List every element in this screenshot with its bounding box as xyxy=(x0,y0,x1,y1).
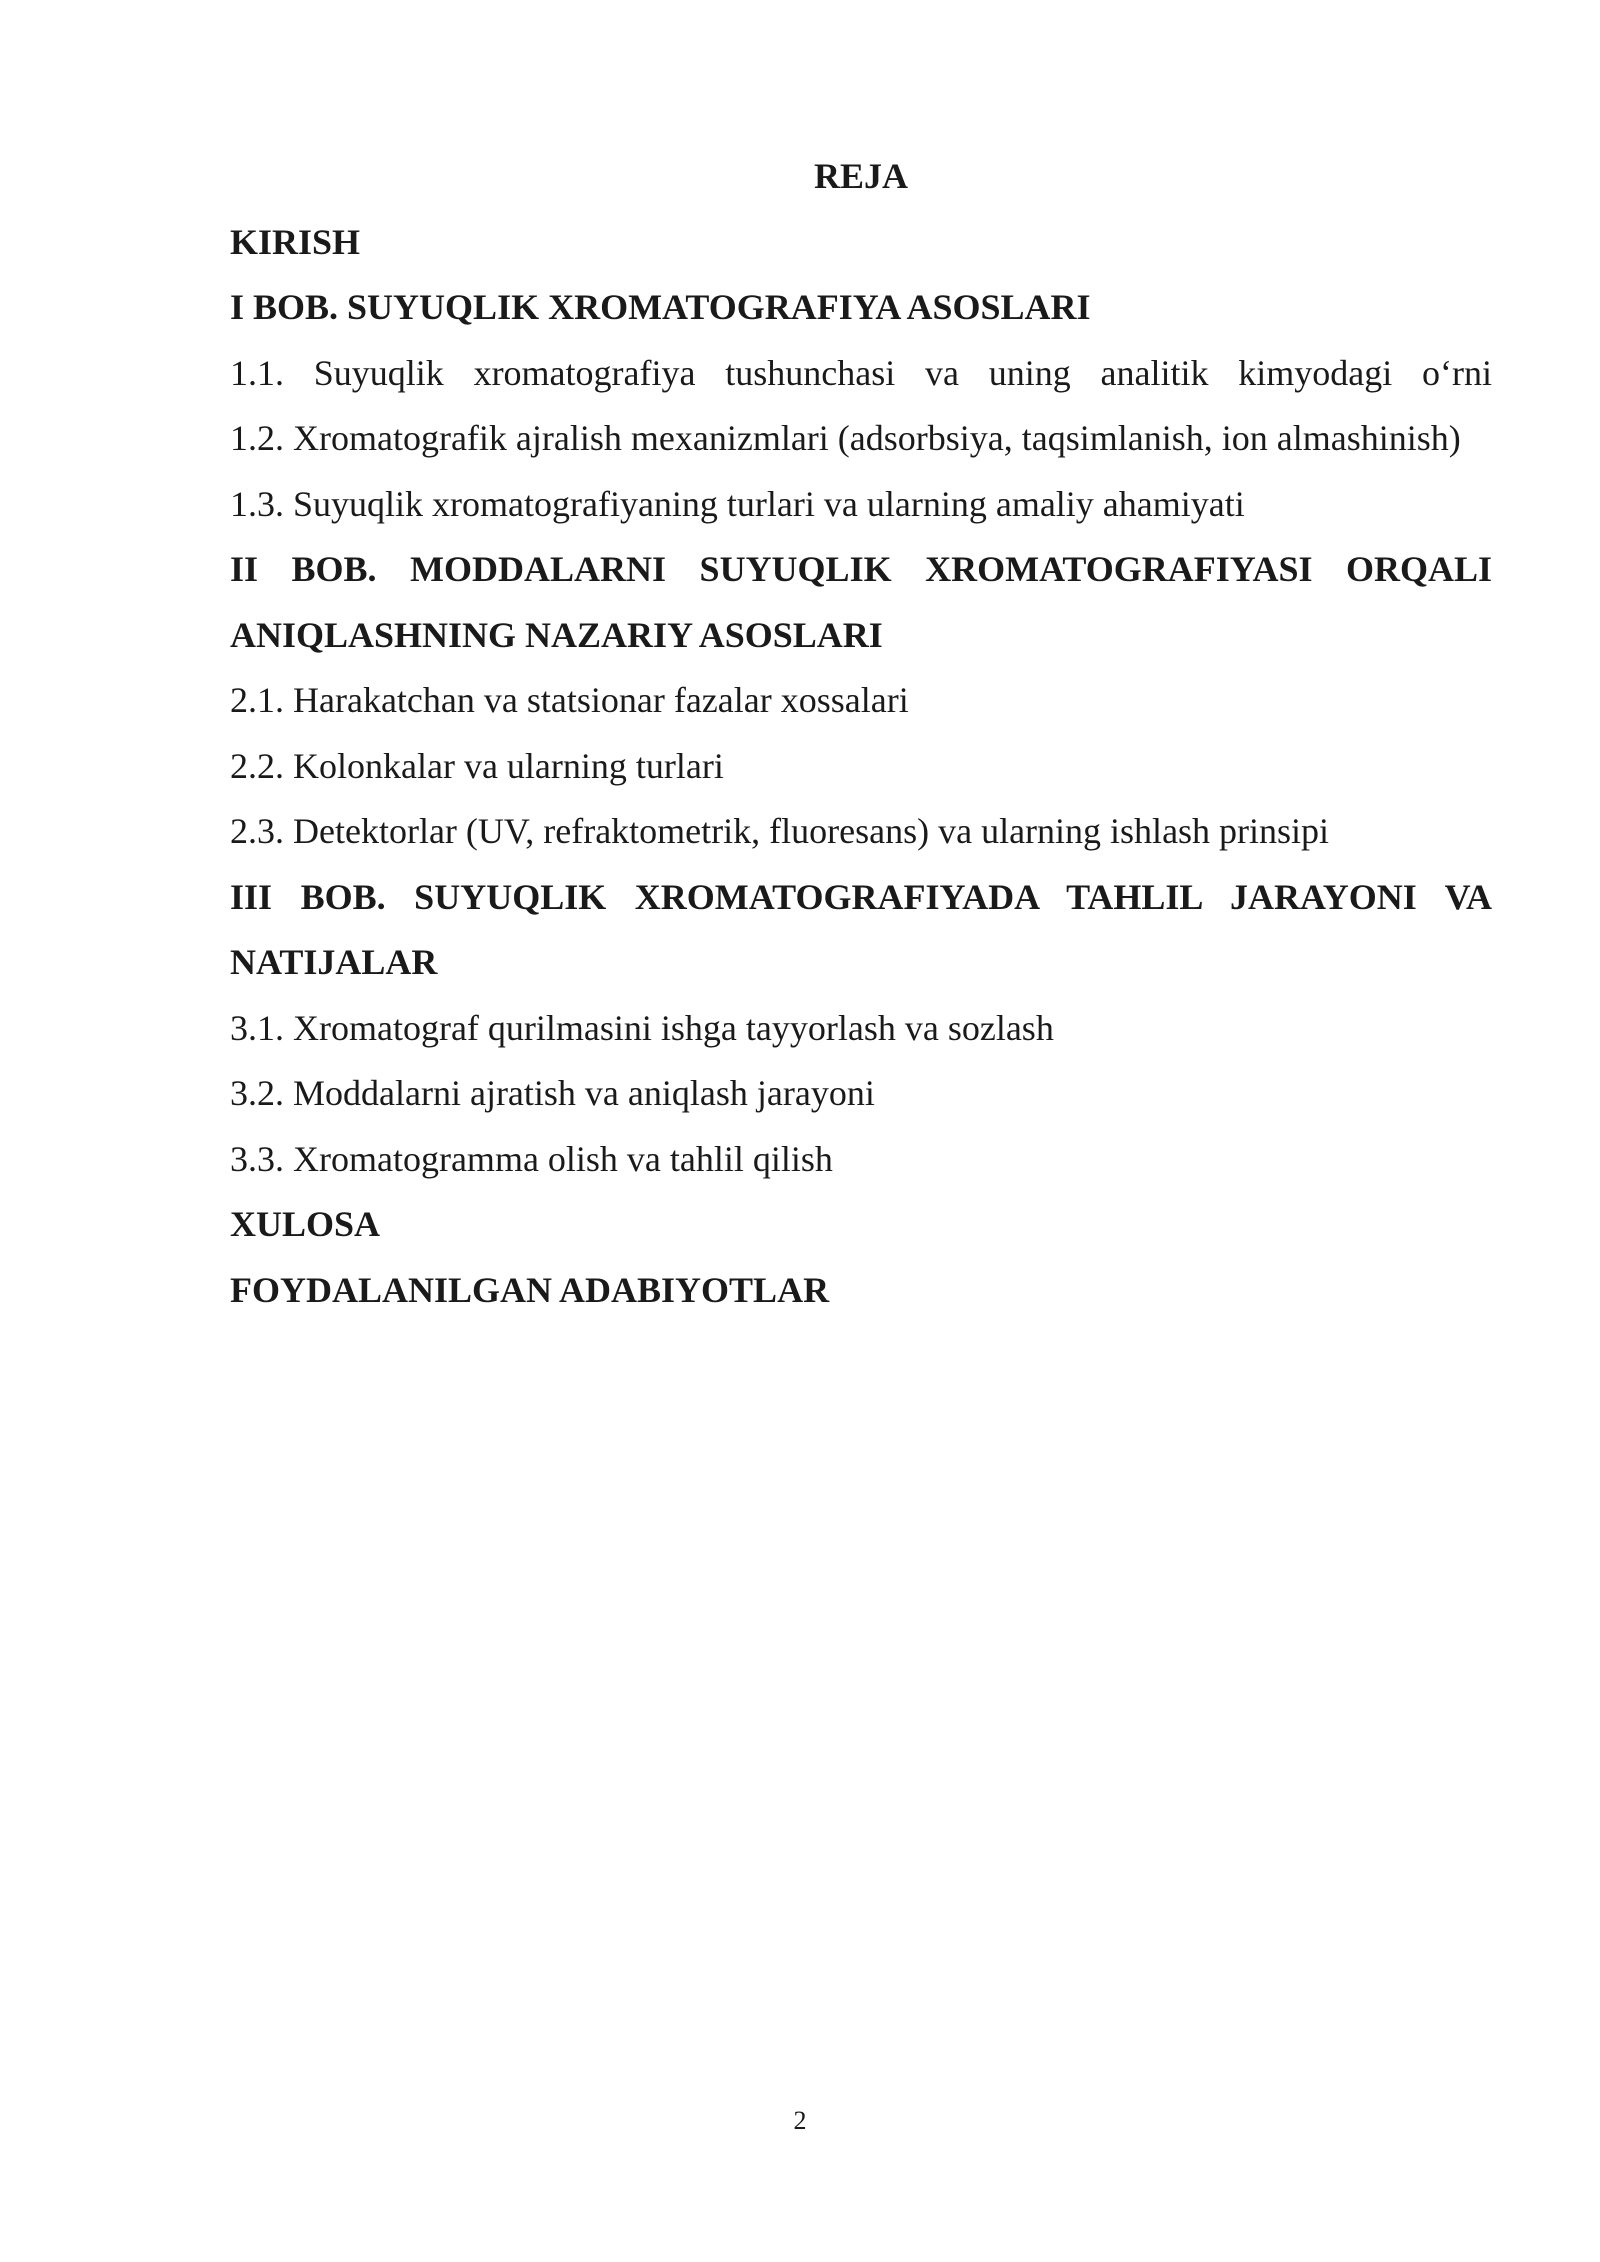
page-number: 2 xyxy=(793,2106,807,2135)
page-title: REJA xyxy=(813,156,908,196)
chapter-1-heading: I BOB. SUYUQLIK XROMATOGRAFIYA ASOSLARI xyxy=(230,287,1091,327)
toc-item-1-1: 1.1. Suyuqlik xromatografiya tushunchasi va uning analitik kimyodagi o‘rni xyxy=(230,352,1492,393)
toc-item-3-3: 3.3. Xromatogramma olish va tahlil qilish xyxy=(230,1138,833,1179)
toc-item-1-3: 1.3. Suyuqlik xromatografiyaning turlari va ularning amaliy ahamiyati xyxy=(230,483,1245,524)
table-of-contents xyxy=(230,144,1492,1323)
toc-item-3-2: 3.2. Moddalarni ajratish va aniqlash jarayoni xyxy=(230,1073,875,1113)
chapter-2-heading: II BOB. MODDALARNI SUYUQLIK XROMATOGRAFIYASI ORQALI ANIQLASHNING NAZARIY ASOSLARI xyxy=(230,549,1492,655)
toc-item-2-1: 2.1. Harakatchan va statsionar fazalar xossalari xyxy=(230,680,909,720)
toc-references: FOYDALANILGAN ADABIYOTLAR xyxy=(230,1269,830,1310)
toc-item-2-2: 2.2. Kolonkalar va ularning turlari xyxy=(230,745,724,786)
toc-item-3-1: 3.1. Xromatograf qurilmasini ishga tayyorlash va sozlash xyxy=(230,1007,1054,1048)
toc-item-2-3: 2.3. Detektorlar (UV, refraktometrik, fluoresans) va ularning ishlash prinsipi xyxy=(230,811,1330,851)
toc-conclusion: XULOSA xyxy=(230,1204,381,1244)
chapter-3-heading: III BOB. SUYUQLIK XROMATOGRAFIYADA TAHLIL JARAYONI VA NATIJALAR xyxy=(230,876,1492,982)
toc-item-1-2: 1.2. Xromatografik ajralish mexanizmlari (adsorbsiya, taqsimlanish, ion almashinish) xyxy=(230,418,1461,458)
toc-intro: KIRISH xyxy=(230,221,361,262)
